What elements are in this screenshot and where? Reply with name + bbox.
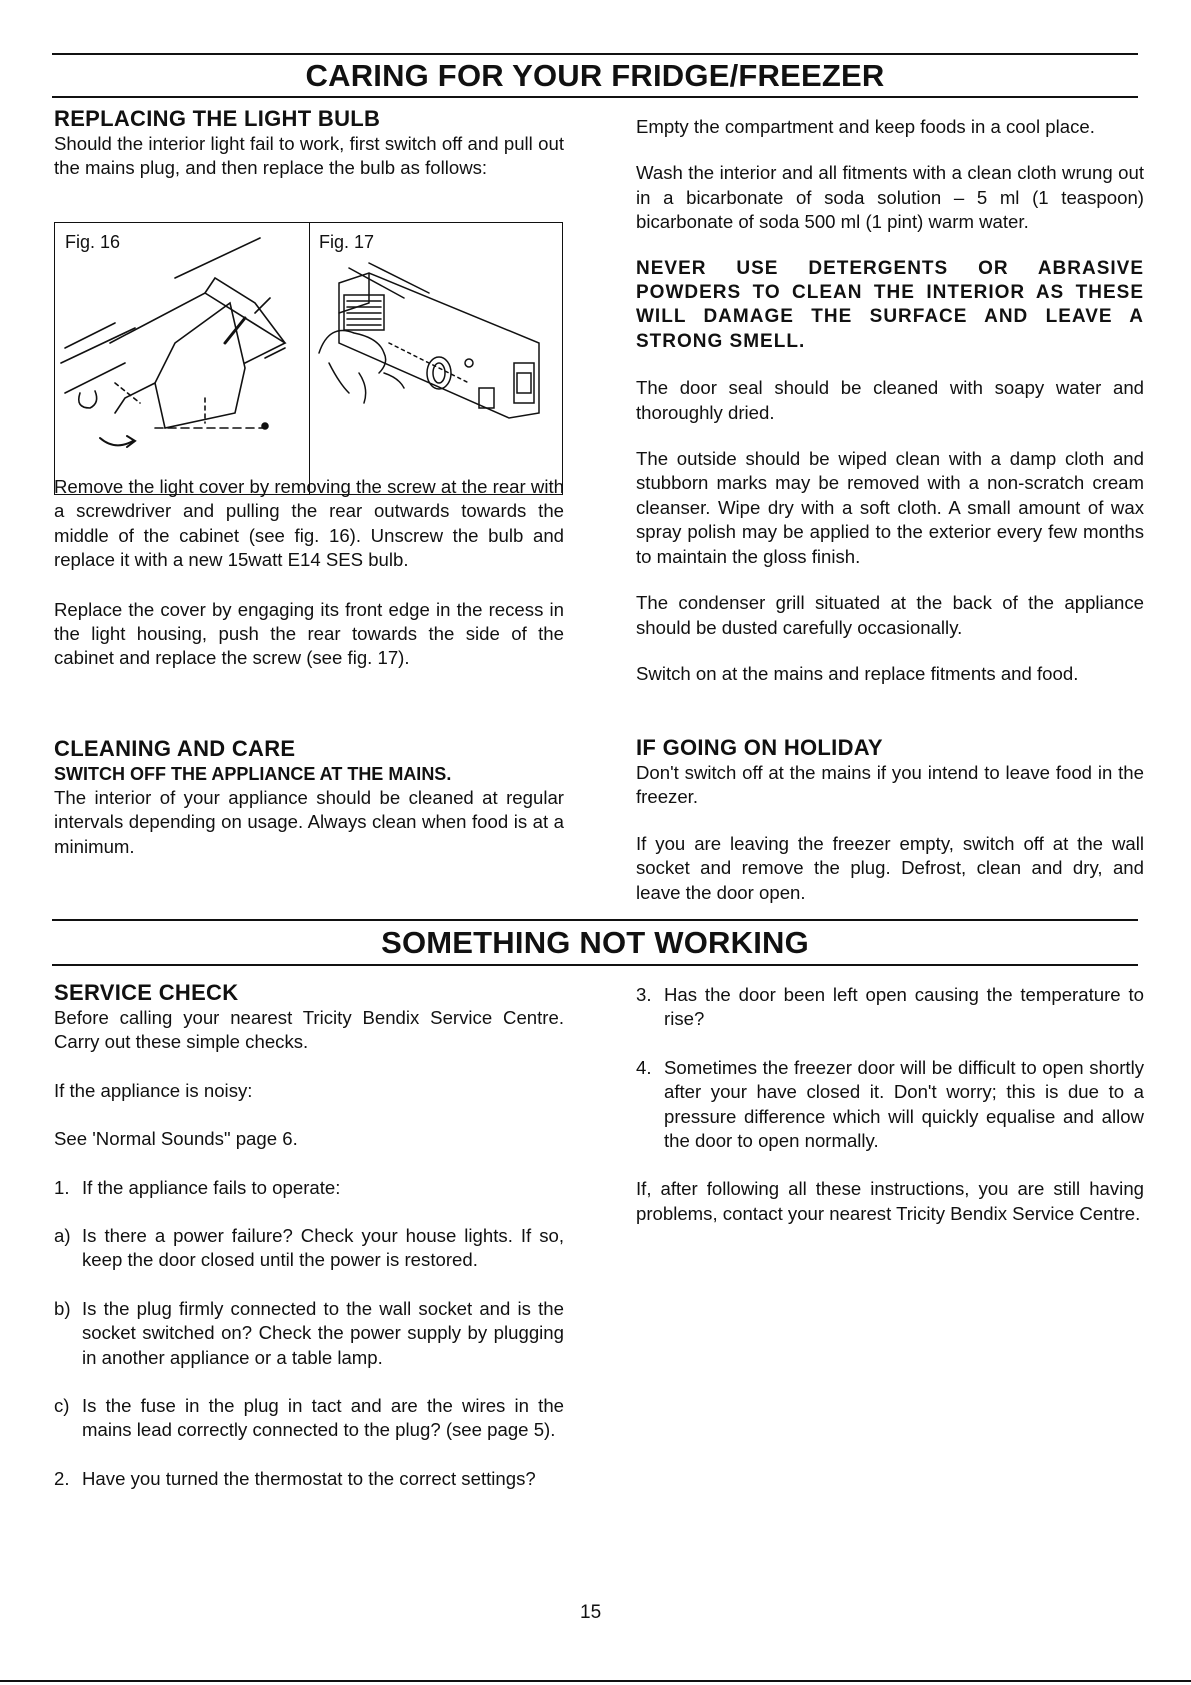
replacing-bulb-step1: Remove the light cover by removing the screw at the rear with a screwdriver and pulling the rear outwards towards the middle of the cabinet (see fig. 16). Unscrew the bulb and replace it with a new 15watt E14 SES bulb.: [54, 476, 564, 571]
cleaning-instructions: [636, 115, 1144, 686]
cleaning-care-section: [54, 736, 564, 859]
check-item-2: [54, 1467, 564, 1491]
check-item-c-text: Is the fuse in the plug in tact and are the wires in the mains lead correctly connected to the plug? (see page 5).: [82, 1395, 564, 1441]
holiday-p2: If you are leaving the freezer empty, switch off at the wall socket and remove the plug. Defrost, clean and dry, and leave the door open.: [636, 832, 1144, 903]
check-item-c-number: c): [54, 1395, 70, 1417]
fig17-illustration: [309, 223, 562, 493]
figure-16: [55, 223, 310, 494]
cleaning-p3: The door seal should be cleaned with soapy water and thoroughly dried.: [636, 377, 1144, 423]
check-item-a: [54, 1224, 564, 1273]
service-check-continued: [636, 983, 1144, 1226]
replacing-bulb-steps: [54, 475, 564, 671]
check-item-c: [54, 1394, 564, 1443]
cleaning-p6: Switch on at the mains and replace fitments and food.: [636, 662, 1079, 684]
replacing-bulb-section: [54, 106, 564, 181]
section-title-caring: CARING FOR YOUR FRIDGE/FREEZER: [305, 58, 885, 93]
replacing-bulb-heading: REPLACING THE LIGHT BULB: [54, 106, 381, 131]
cleaning-p2: Wash the interior and all fitments with a clean cloth wrung out in a bicarbonate of soda solution – 5 ml (1 teaspoon) bicarbonate of soda 500 ml (1 pint) warm water.: [636, 162, 1144, 233]
service-check-heading: SERVICE CHECK: [54, 980, 239, 1005]
check-item-3-number: 3.: [636, 984, 652, 1005]
service-check-intro: Before calling your nearest Tricity Bendix Service Centre. Carry out these simple checks.: [54, 1007, 564, 1053]
figure-17: [309, 223, 562, 494]
cleaning-p1: Empty the compartment and keep foods in a cool place.: [636, 116, 1095, 137]
cleaning-care-subheading: SWITCH OFF THE APPLIANCE AT THE MAINS.: [54, 764, 452, 784]
section-title-not-working: SOMETHING NOT WORKING: [381, 925, 809, 960]
holiday-p1: Don't switch off at the mains if you intend to leave food in the freezer.: [636, 762, 1144, 808]
cleaning-care-text: The interior of your appliance should be cleaned at regular intervals depending on usage. Always clean when food is at a minimum.: [54, 787, 564, 857]
cleaning-p4: The outside should be wiped clean with a damp cloth and stubborn marks may be removed with a non-scratch cream cleanser. Wipe dry with a soft cloth. A small amount of wax spray polish may be applied to the exterior every few months to maintain the gloss finish.: [636, 448, 1144, 567]
fig16-label: Fig. 16: [65, 232, 121, 252]
holiday-heading: IF GOING ON HOLIDAY: [636, 735, 883, 760]
holiday-section: [636, 735, 1144, 905]
check-item-a-text: Is there a power failure? Check your house lights. If so, keep the door closed until the power is restored.: [82, 1225, 564, 1271]
check-item-b-number: b): [54, 1297, 71, 1319]
check-item-2-text: Have you turned the thermostat to the correct settings?: [82, 1467, 536, 1489]
check-item-4-number: 4.: [636, 1056, 652, 1078]
top-rule: [52, 53, 1138, 55]
title-underline: [52, 96, 1138, 98]
cleaning-care-heading: CLEANING AND CARE: [54, 736, 296, 761]
check-item-3: [636, 983, 1144, 1032]
check-item-b-text: Is the plug firmly connected to the wall socket and is the socket switched on? Check the power supply by plugging in another appliance or a table lamp.: [82, 1297, 564, 1368]
cleaning-p5: The condenser grill situated at the back of the appliance should be dusted carefully occasionally.: [636, 592, 1144, 638]
page-number: 15: [580, 1602, 602, 1623]
check-item-1-number: 1.: [54, 1176, 70, 1198]
replacing-bulb-step2: Replace the cover by engaging its front edge in the recess in the light housing, push the rear towards the side of the cabinet and replace the screw (see fig. 17).: [54, 598, 564, 669]
service-check-see: See 'Normal Sounds" page 6.: [54, 1128, 298, 1150]
section2-top-rule: [52, 919, 1138, 921]
cleaning-warning: NEVER USE DETERGENTS OR ABRASIVE POWDERS TO CLEAN THE INTERIOR AS THESE WILL DAMAGE THE SURFACE AND LEAVE A STRONG SMELL.: [636, 257, 1144, 352]
check-item-2-number: 2.: [54, 1467, 70, 1489]
check-item-4-text: Sometimes the freezer door will be difficult to open shortly after your have closed it. Don't worry; this is due to a pressure difference which will quickly equalise and allow the door to open normally.: [664, 1056, 1144, 1152]
service-check-final: If, after following all these instructions, you are still having problems, contact your nearest Tricity Bendix Service Centre.: [636, 1178, 1144, 1224]
fig17-label: Fig. 17: [319, 232, 375, 252]
service-check-section: [54, 980, 564, 1491]
replacing-bulb-intro: Should the interior light fail to work, first switch off and pull out the mains plug, and then replace the bulb as follows:: [54, 133, 564, 179]
bottom-rule: [0, 1680, 1191, 1682]
check-item-3-text: Has the door been left open causing the temperature to rise?: [664, 984, 1144, 1030]
service-check-noisy: If the appliance is noisy:: [54, 1079, 253, 1101]
check-item-1: [54, 1176, 564, 1200]
fig16-illustration: [55, 223, 307, 493]
check-item-1-text: If the appliance fails to operate:: [82, 1176, 341, 1198]
check-item-a-number: a): [54, 1225, 71, 1247]
check-item-4: [636, 1056, 1144, 1154]
section2-title-underline: [52, 964, 1138, 966]
figures-panel: [54, 222, 563, 495]
check-item-b: [54, 1297, 564, 1370]
